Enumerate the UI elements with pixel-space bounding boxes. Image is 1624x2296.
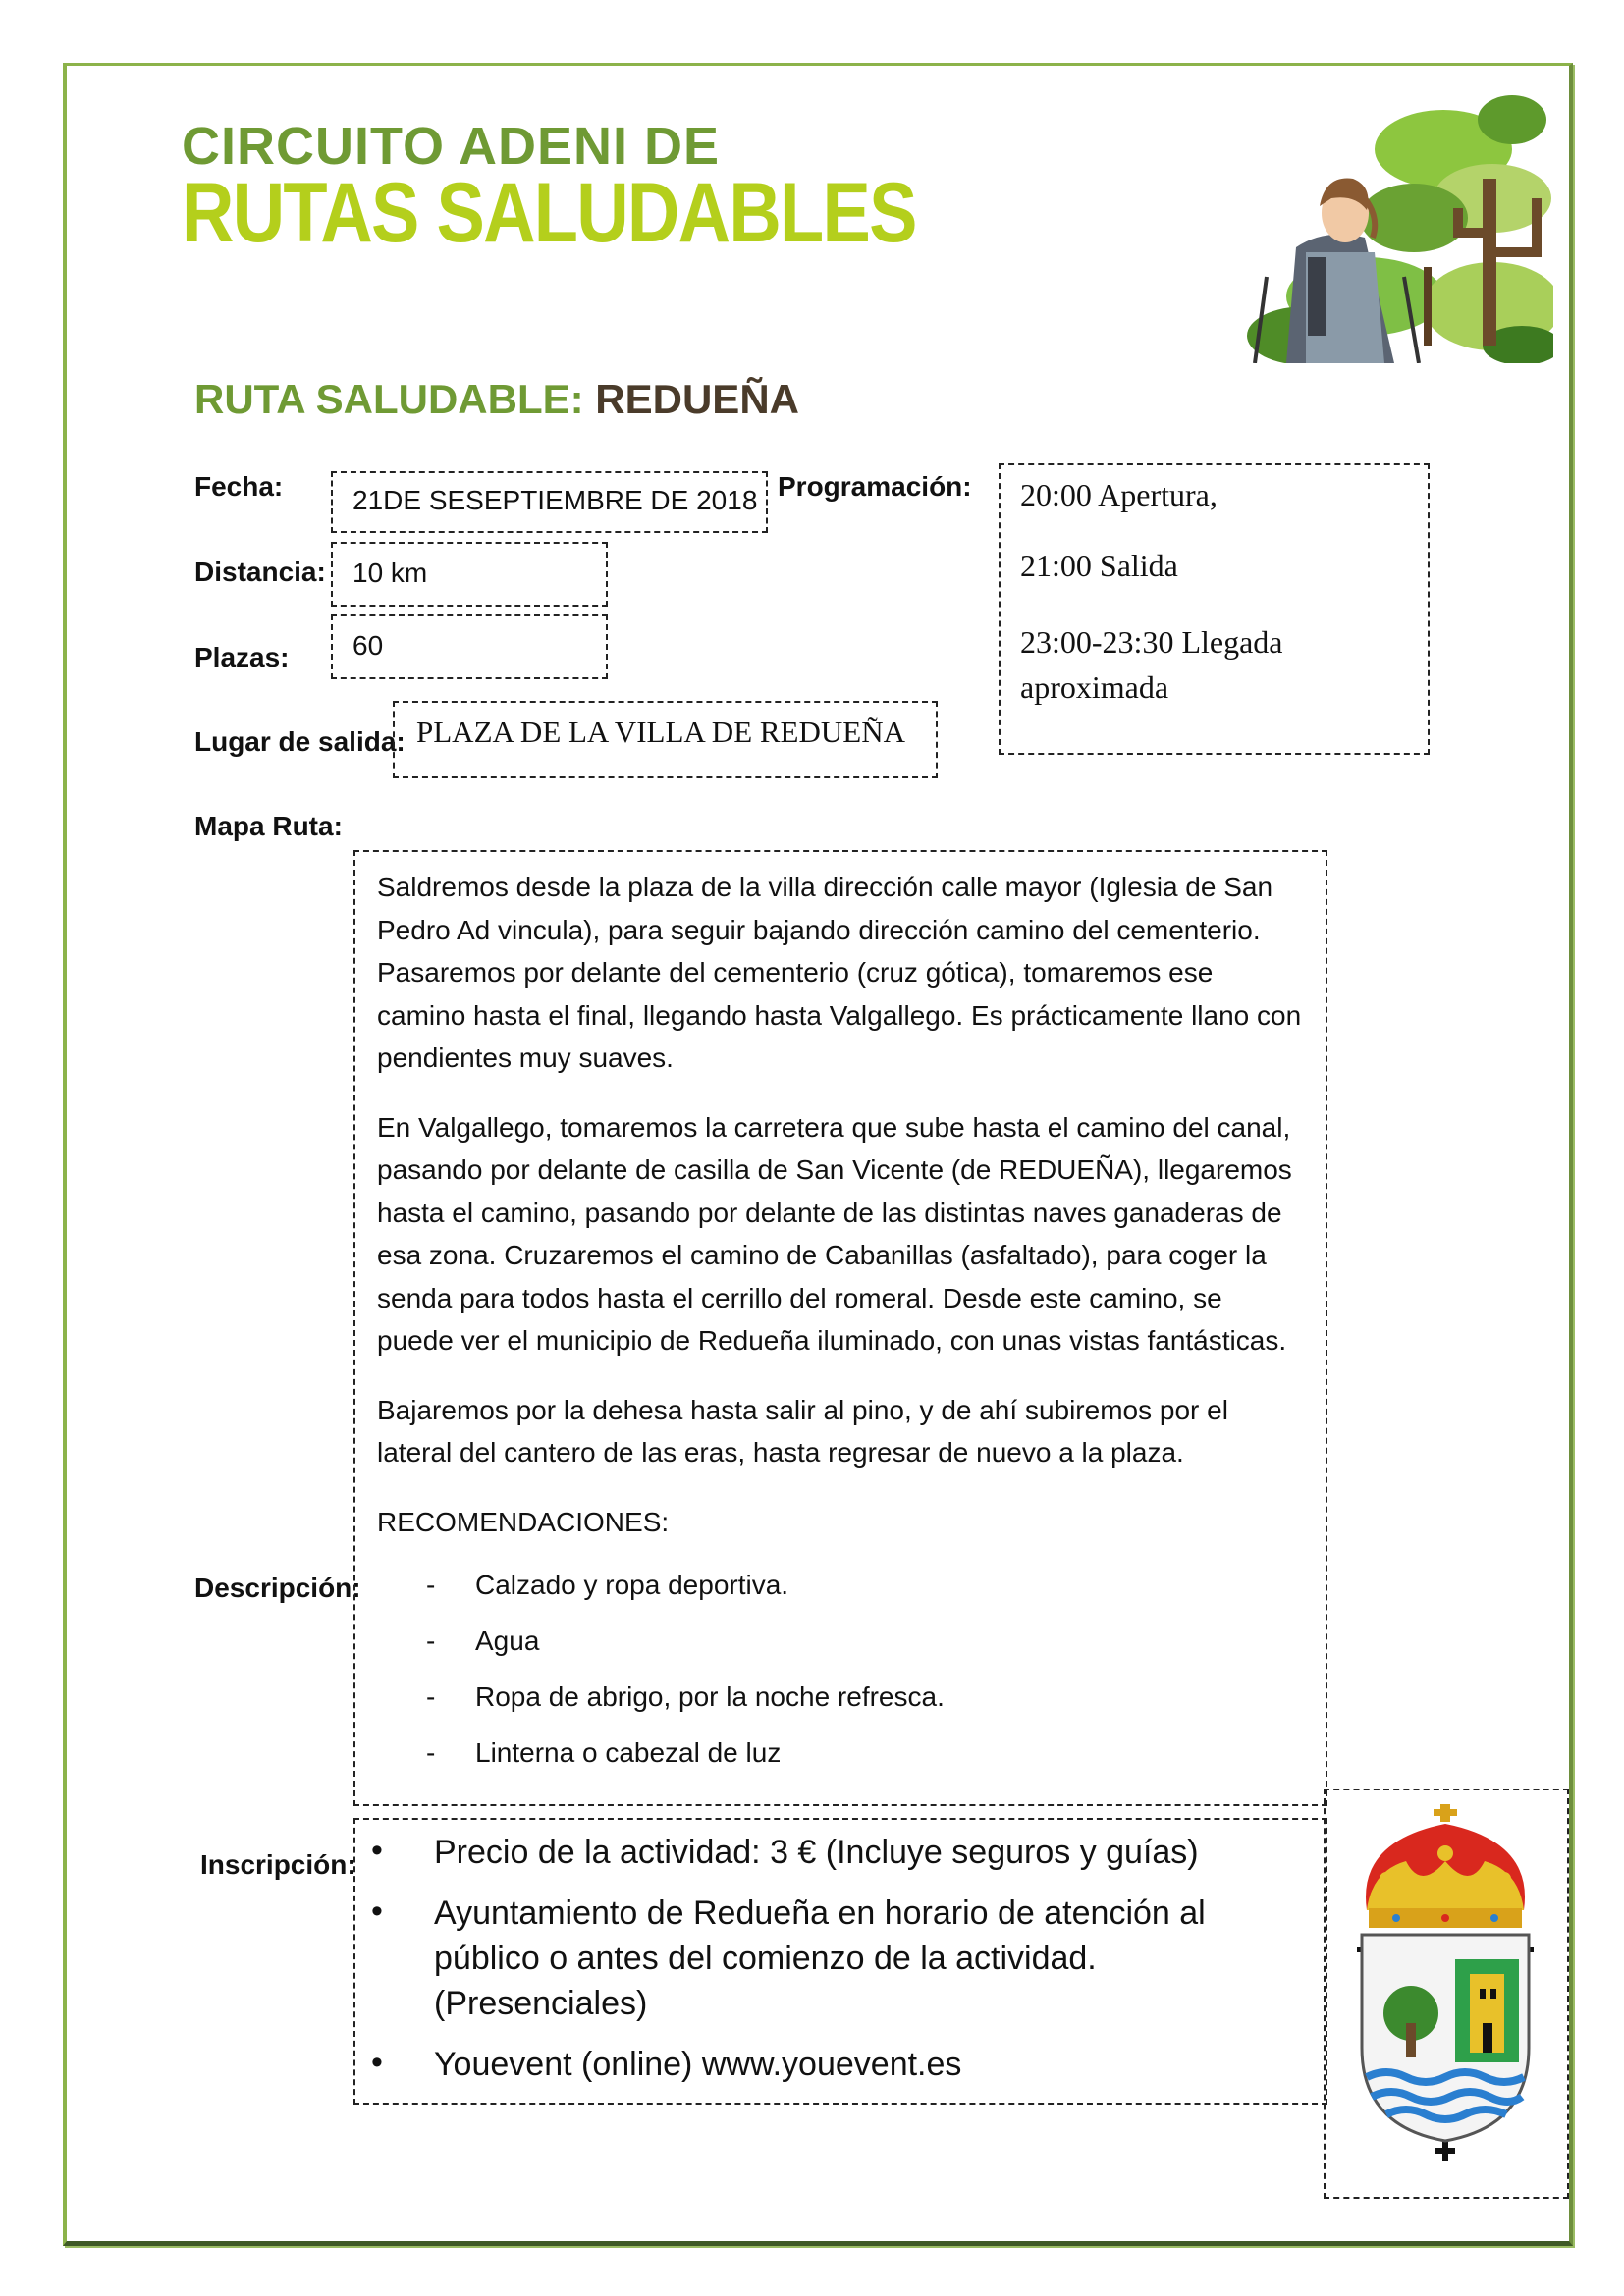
mapa-ruta-label: Mapa Ruta: — [194, 811, 343, 841]
programacion-item-2: 21:00 Salida — [1020, 548, 1178, 583]
bullet-icon: • — [371, 2044, 383, 2081]
distancia-label: Distancia: — [194, 557, 326, 587]
bullet-icon: • — [371, 1832, 383, 1869]
lugar-value: PLAZA DE LA VILLA DE REDUEÑA — [416, 715, 905, 749]
recommendation-item: - Calzado y ropa deportiva. — [426, 1570, 789, 1600]
distancia-box — [331, 542, 608, 607]
recommendation-item: - Ropa de abrigo, por la noche refresca. — [426, 1682, 945, 1712]
distancia-value: 10 km — [352, 558, 428, 588]
route-title-prefix: RUTA SALUDABLE: — [194, 376, 596, 422]
descripcion-paragraph-3: Bajaremos por la dehesa hasta salir al pino, y de ahí subiremos por el lateral del cantero de las eras, hasta regresar de nuevo a la plaza. — [377, 1394, 1228, 1468]
header-line-2: RUTAS SALUDABLES — [182, 166, 916, 260]
programacion-item-3: 23:00-23:30 Llegada aproximada — [1020, 624, 1283, 705]
bullet-icon: • — [371, 1893, 383, 1930]
coat-of-arms-box — [1324, 1789, 1569, 2199]
lugar-label: Lugar de salida: — [194, 726, 406, 757]
fecha-value: 21DE SESEPTIEMBRE DE 2018 — [352, 485, 758, 515]
route-title — [194, 376, 799, 423]
recommendation-item: - Agua — [426, 1626, 540, 1656]
inscripcion-item: • Youevent (online) www.youevent.es — [355, 2042, 1316, 2087]
recommendation-item: - Linterna o cabezal de luz — [426, 1737, 782, 1768]
descripcion-box — [353, 850, 1327, 1806]
inscripcion-label: Inscripción: — [200, 1849, 356, 1880]
descripcion-label: Descripción: — [194, 1573, 361, 1603]
plazas-label: Plazas: — [194, 642, 290, 672]
descripcion-paragraph-1: Saldremos desde la plaza de la villa dirección calle mayor (Iglesia de San Pedro Ad vincula), para seguir bajando dirección camino del cementerio. Pasaremos por delante del cementerio (cruz gótica), tomaremos ese camino hasta el final, llegando hasta Valgallego. Es prácticamente llano con pendientes muy suaves. — [377, 872, 1302, 1073]
programacion-box — [999, 463, 1430, 755]
fecha-box — [331, 471, 768, 533]
programacion-label: Programación: — [778, 471, 972, 502]
route-title-name: REDUEÑA — [595, 376, 799, 422]
descripcion-paragraph-2: En Valgallego, tomaremos la carretera que sube hasta el camino del canal, pasando por delante de casilla de San Vicente (de REDUEÑA), llegaremos hasta el camino, pasando por delante de las distintas naves ganaderas de esa zona. Cruzaremos el camino de Cabanillas (asfaltado), para coger la senda para todos hasta el cerrillo del romeral. Desde este camino, se puede ver el municipio de Redueña iluminado, con unas vistas fantásticas. — [377, 1111, 1292, 1356]
hiker-illustration — [1247, 80, 1553, 363]
programacion-item-1: 20:00 Apertura, — [1020, 477, 1218, 512]
recommendations-title: RECOMENDACIONES: — [377, 1506, 670, 1537]
header-line-1: CIRCUITO ADENI DE — [182, 117, 721, 176]
plazas-value: 60 — [352, 630, 384, 661]
inscripcion-item: • Precio de la actividad: 3 € (Incluye seguros y guías) — [355, 1830, 1316, 1875]
plazas-box — [331, 614, 608, 679]
inscripcion-box — [353, 1818, 1327, 2105]
inscripcion-item: • Ayuntamiento de Redueña en horario de atención al público o antes del comienzo de la actividad. (Presenciales) — [355, 1891, 1316, 2026]
fecha-label: Fecha: — [194, 471, 284, 502]
lugar-box — [393, 701, 938, 778]
coat-of-arms-icon — [1347, 1802, 1543, 2165]
